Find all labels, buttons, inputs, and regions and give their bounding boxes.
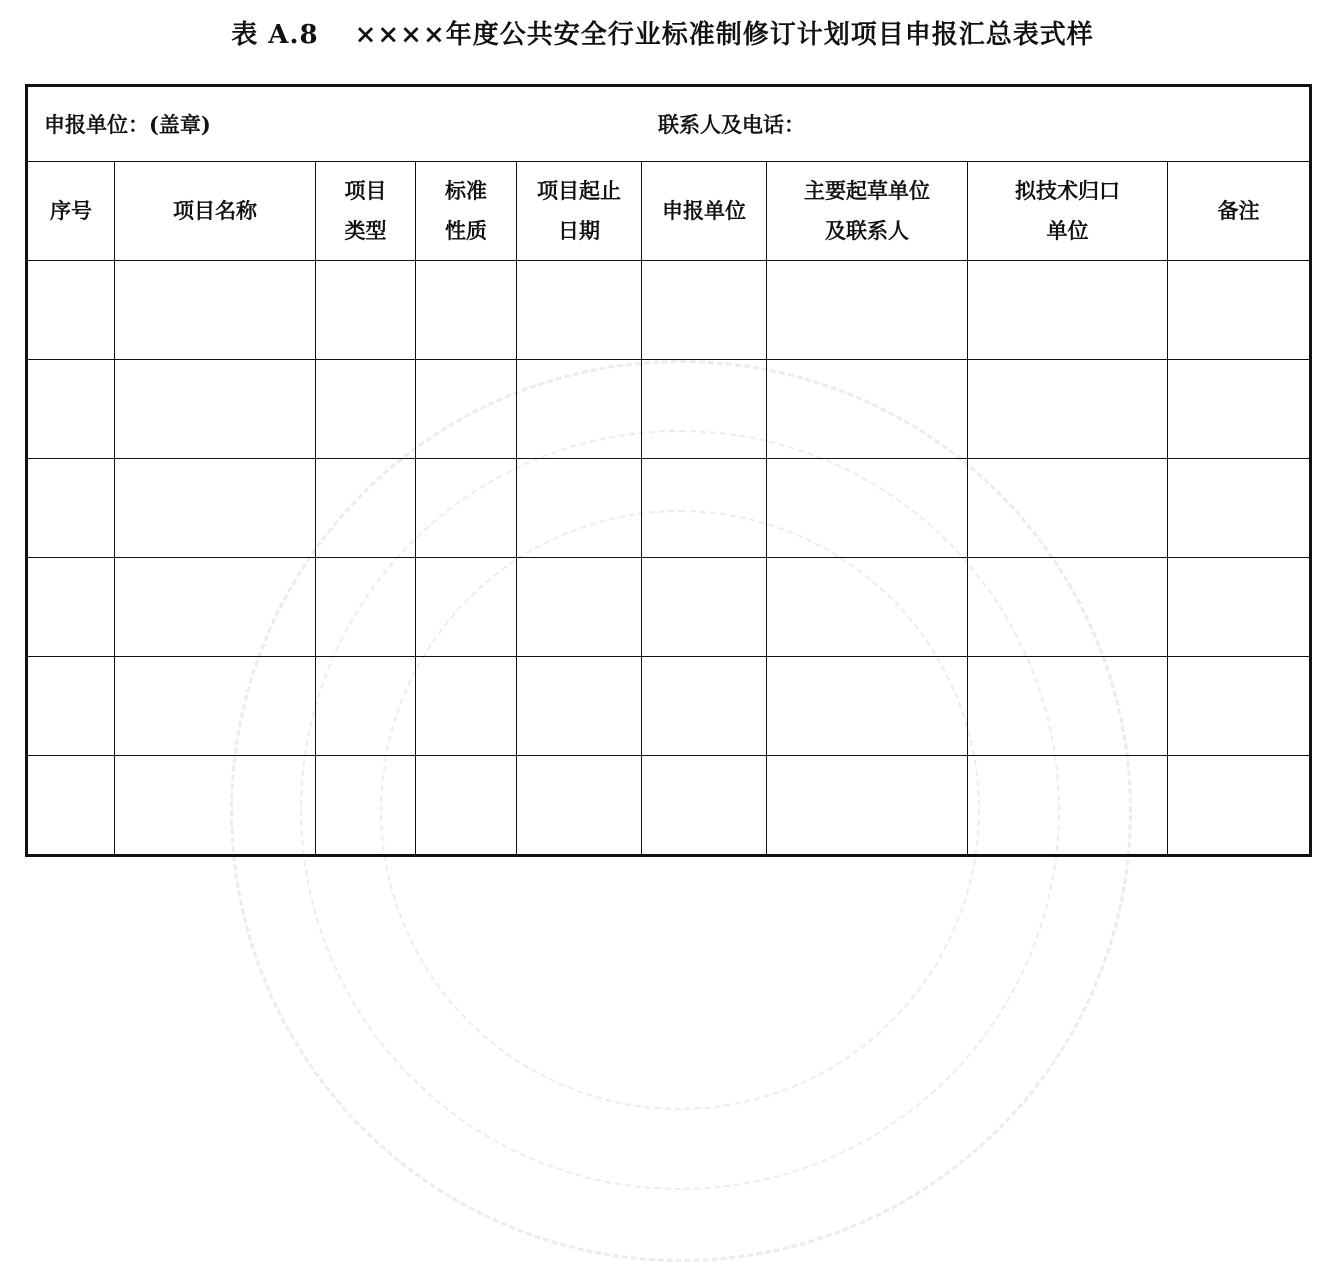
header-project-name: 项目名称 [115, 162, 316, 261]
table-title-text: ××××年度公共安全行业标准制修订计划项目申报汇总表式样 [354, 20, 1094, 50]
table-cell[interactable] [968, 261, 1168, 360]
table-cell[interactable] [27, 261, 115, 360]
table-row [27, 261, 1311, 360]
table-cell[interactable] [115, 756, 316, 856]
table-cell[interactable] [316, 459, 416, 558]
table-cell[interactable] [642, 756, 767, 856]
table-cell[interactable] [517, 558, 642, 657]
table-cell[interactable] [416, 459, 517, 558]
table-row [27, 459, 1311, 558]
table-cell[interactable] [767, 657, 968, 756]
applicant-row [27, 86, 1311, 162]
header-technical-committee: 拟技术归口 单位 [968, 162, 1168, 261]
table-cell[interactable] [642, 261, 767, 360]
table-cell[interactable] [642, 360, 767, 459]
table-cell[interactable] [115, 459, 316, 558]
table-cell[interactable] [416, 756, 517, 856]
table-cell[interactable] [767, 360, 968, 459]
table-cell[interactable] [27, 657, 115, 756]
table-cell[interactable] [767, 756, 968, 856]
table-cell[interactable] [27, 756, 115, 856]
table-cell[interactable] [316, 558, 416, 657]
table-cell[interactable] [115, 360, 316, 459]
table-cell[interactable] [1168, 261, 1311, 360]
table-row [27, 360, 1311, 459]
table-cell[interactable] [1168, 558, 1311, 657]
table-cell[interactable] [517, 756, 642, 856]
table-cell[interactable] [767, 261, 968, 360]
table-cell[interactable] [115, 657, 316, 756]
table-cell[interactable] [416, 360, 517, 459]
table-cell[interactable] [416, 558, 517, 657]
table-cell[interactable] [1168, 657, 1311, 756]
table-cell[interactable] [517, 459, 642, 558]
table-cell[interactable] [767, 459, 968, 558]
page-title [0, 14, 1325, 51]
table-cell[interactable] [27, 459, 115, 558]
table-cell[interactable] [115, 558, 316, 657]
header-remarks: 备注 [1168, 162, 1311, 261]
table-cell[interactable] [316, 756, 416, 856]
table-cell[interactable] [416, 261, 517, 360]
table-header-row [27, 162, 1311, 261]
applicant-cell [27, 86, 1311, 162]
table-cell[interactable] [1168, 360, 1311, 459]
table-cell[interactable] [968, 360, 1168, 459]
header-applicant-unit: 申报单位 [642, 162, 767, 261]
table-cell[interactable] [517, 360, 642, 459]
table-number: 表 A.8 [231, 20, 319, 50]
header-serial-number: 序号 [27, 162, 115, 261]
table-cell[interactable] [968, 756, 1168, 856]
header-standard-nature: 标准 性质 [416, 162, 517, 261]
table-cell[interactable] [517, 657, 642, 756]
table-row [27, 657, 1311, 756]
table-cell[interactable] [968, 558, 1168, 657]
table-cell[interactable] [27, 558, 115, 657]
table-cell[interactable] [27, 360, 115, 459]
table-cell[interactable] [316, 360, 416, 459]
table-cell[interactable] [1168, 756, 1311, 856]
table-cell[interactable] [316, 261, 416, 360]
table-cell[interactable] [767, 558, 968, 657]
table-cell[interactable] [968, 459, 1168, 558]
header-project-period: 项目起止 日期 [517, 162, 642, 261]
table-cell[interactable] [517, 261, 642, 360]
table-cell[interactable] [968, 657, 1168, 756]
table-cell[interactable] [1168, 459, 1311, 558]
table-cell[interactable] [416, 657, 517, 756]
table-cell[interactable] [316, 657, 416, 756]
header-drafting-unit-contact: 主要起草单位 及联系人 [767, 162, 968, 261]
table-cell[interactable] [115, 261, 316, 360]
table-cell[interactable] [642, 558, 767, 657]
contact-phone-label: 联系人及电话： [658, 112, 805, 137]
applicant-unit-label: 申报单位：(盖章) [44, 112, 211, 137]
summary-form-table [25, 84, 1312, 857]
table-cell[interactable] [642, 657, 767, 756]
table-row [27, 756, 1311, 856]
header-project-type: 项目 类型 [316, 162, 416, 261]
table-row [27, 558, 1311, 657]
table-cell[interactable] [642, 459, 767, 558]
